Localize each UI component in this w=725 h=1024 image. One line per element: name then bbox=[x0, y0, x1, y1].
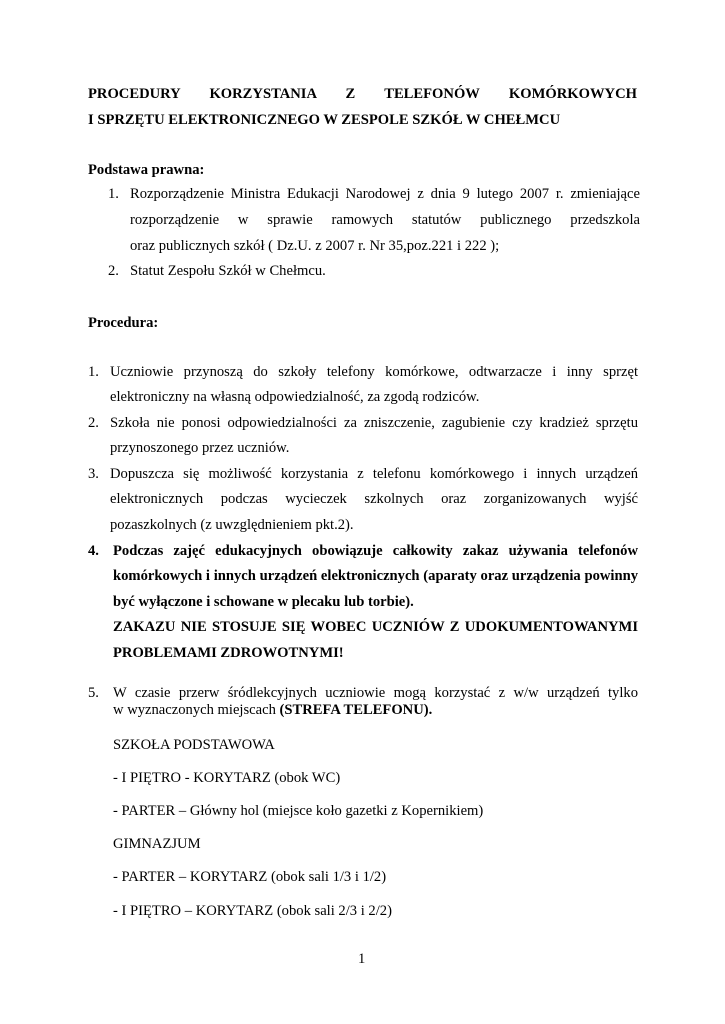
strefa-telefonu-label: (STREFA TELEFONU). bbox=[279, 702, 433, 718]
procedure-item-1-number: 1. bbox=[88, 364, 99, 380]
procedure-item-3-number: 3. bbox=[88, 466, 99, 482]
procedure-item-4-line-5: PROBLEMAMI ZDROWOTNYMI! bbox=[113, 645, 344, 661]
procedure-item-5-line-1: W czasie przerw śródlekcyjnych uczniowie mogą korzystać z w/w urządzeń tylko bbox=[113, 685, 638, 701]
procedure-item-3-line-3: pozaszkolnych (z uwzględnieniem pkt.2). bbox=[110, 517, 354, 533]
procedure-item-4-line-2: komórkowych i innych urządzeń elektronicznych (aparaty oraz urządzenia powinny bbox=[113, 568, 638, 584]
primary-school-heading: SZKOŁA PODSTAWOWA bbox=[113, 737, 275, 753]
page-number: 1 bbox=[358, 951, 366, 967]
gymnasium-zone-item-2: - I PIĘTRO – KORYTARZ (obok sali 2/3 i 2/2) bbox=[113, 903, 392, 919]
legal-item-2-line-1: Statut Zespołu Szkół w Chełmcu. bbox=[130, 263, 326, 279]
procedure-item-4-line-1: Podczas zajęć edukacyjnych obowiązuje całkowity zakaz używania telefonów bbox=[113, 543, 638, 559]
title-line-1: PROCEDURY KORZYSTANIA Z TELEFONÓW KOMÓRKOWYCH bbox=[88, 86, 637, 102]
procedure-item-4-number: 4. bbox=[88, 543, 99, 559]
procedure-item-5-line-2-regular: w wyznaczonych miejscach bbox=[113, 702, 280, 718]
legal-item-1-line-3: oraz publicznych szkół ( Dz.U. z 2007 r. Nr 35,poz.221 i 222 ); bbox=[130, 238, 500, 254]
legal-basis-heading: Podstawa prawna: bbox=[88, 162, 205, 178]
procedure-item-1-line-1: Uczniowie przynoszą do szkoły telefony komórkowe, odtwarzacze i inny sprzęt bbox=[110, 364, 638, 380]
procedure-item-4-line-3: być wyłączone i schowane w plecaku lub torbie). bbox=[113, 594, 414, 610]
legal-item-1-line-2: rozporządzenie w sprawie ramowych statutów publicznego przedszkola bbox=[130, 212, 640, 228]
legal-item-1-number: 1. bbox=[108, 186, 119, 202]
procedure-item-2-line-2: przynoszonego przez uczniów. bbox=[110, 440, 290, 456]
procedure-item-5-line-2 bbox=[113, 702, 432, 719]
legal-item-1-line-1: Rozporządzenie Ministra Edukacji Narodowej z dnia 9 lutego 2007 r. zmieniające bbox=[130, 186, 640, 202]
procedure-item-3-line-2: elektronicznych podczas wycieczek szkolnych oraz zorganizowanych wyjść bbox=[110, 491, 638, 507]
legal-item-2-number: 2. bbox=[108, 263, 119, 279]
procedure-heading: Procedura: bbox=[88, 315, 159, 331]
primary-zone-item-1: - I PIĘTRO - KORYTARZ (obok WC) bbox=[113, 770, 341, 786]
title-line-2: I SPRZĘTU ELEKTRONICZNEGO W ZESPOLE SZKÓŁ W CHEŁMCU bbox=[88, 112, 561, 128]
procedure-item-3-line-1: Dopuszcza się możliwość korzystania z telefonu komórkowego i innych urządzeń bbox=[110, 466, 638, 482]
procedure-item-1-line-2: elektroniczny na własną odpowiedzialność, za zgodą rodziców. bbox=[110, 389, 480, 405]
gymnasium-zone-item-1: - PARTER – KORYTARZ (obok sali 1/3 i 1/2) bbox=[113, 869, 387, 885]
procedure-item-5-number: 5. bbox=[88, 685, 99, 701]
primary-zone-item-2: - PARTER – Główny hol (miejsce koło gazetki z Kopernikiem) bbox=[113, 803, 484, 819]
gymnasium-heading: GIMNAZJUM bbox=[113, 836, 201, 852]
procedure-item-4-line-4: ZAKAZU NIE STOSUJE SIĘ WOBEC UCZNIÓW Z UDOKUMENTOWANYMI bbox=[113, 619, 638, 635]
procedure-item-2-number: 2. bbox=[88, 415, 99, 431]
procedure-item-2-line-1: Szkoła nie ponosi odpowiedzialności za zniszczenie, zagubienie czy kradzież sprzętu bbox=[110, 415, 638, 431]
